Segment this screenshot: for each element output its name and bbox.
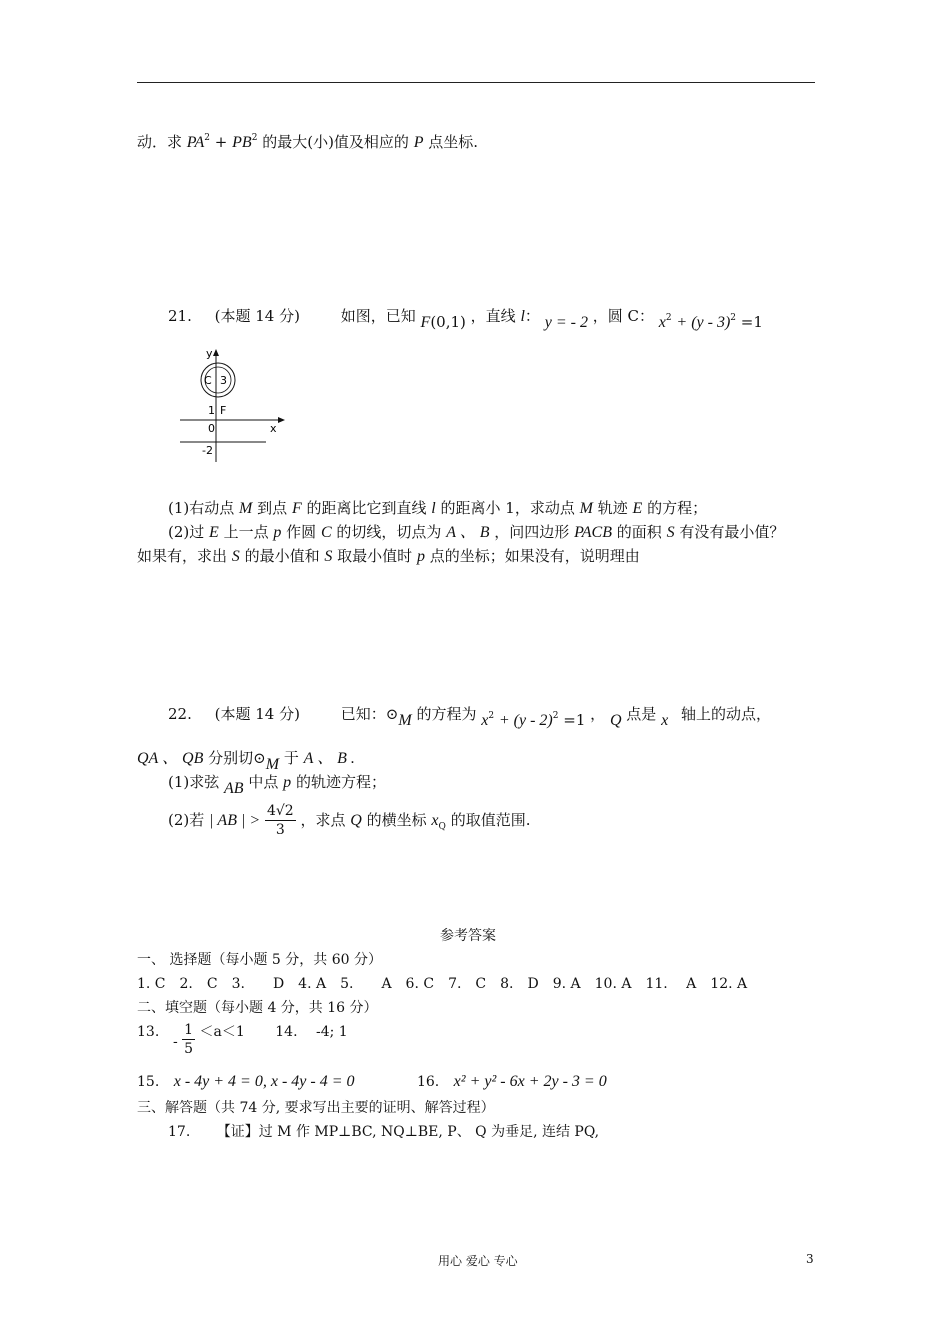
q22-p1-AB: AB	[224, 780, 244, 797]
q22-p2-a: (2)若	[168, 811, 205, 829]
q22-p1-p: p	[283, 774, 292, 791]
q20-sq1: 2	[204, 133, 211, 143]
q22-M: M	[398, 712, 412, 729]
q21-part2-line1	[168, 522, 784, 543]
coordinate-figure	[178, 344, 288, 464]
q20-sq2: 2	[251, 133, 258, 143]
q21-p1-d: 的距离小 1，求动点	[440, 499, 575, 517]
q22-frac-den: 3	[275, 822, 285, 838]
q22-p2-xQ: x	[431, 812, 439, 829]
q16-label: 16.	[416, 1074, 440, 1090]
q22-l2-qa-qb: QA 、 QB	[137, 750, 204, 767]
q15-expr: x - 4y + 4 = 0, x - 4y - 4 = 0	[173, 1073, 355, 1090]
figure-f-label: F	[220, 404, 227, 417]
q22-header	[168, 700, 771, 729]
q21-l: l	[520, 308, 525, 325]
q21-p1-l: l	[431, 500, 436, 517]
q21-p1-E: E	[632, 500, 643, 517]
answers-q15-q16	[137, 1072, 607, 1092]
q20-p: P	[413, 134, 424, 151]
q20-expr-pb: PB	[232, 134, 252, 151]
q22-line2	[137, 748, 355, 773]
q22-x: x	[661, 712, 669, 729]
q21-part2-line2	[137, 546, 640, 567]
figure-three: 3	[220, 374, 227, 387]
q22-sq1: 2	[488, 711, 495, 721]
q21-intro: 如图，已知	[340, 307, 416, 325]
figure-x-label: x	[270, 422, 277, 435]
q22-comma: ，	[590, 705, 606, 723]
q20-mid: 的最大(小)值及相应的	[262, 133, 409, 151]
figure-one: 1	[208, 404, 215, 417]
q21-p2-l2-a: 如果有，求出	[137, 547, 228, 565]
q22-p1-a: (1)求弦	[168, 773, 220, 791]
q21-part1	[168, 498, 707, 519]
q13-den: 5	[184, 1041, 194, 1057]
q16-expr: x² + y² - 6x + 2y - 3 = 0	[453, 1073, 607, 1090]
q21-p2-S2: S	[231, 548, 240, 565]
q22-l2-M: M	[265, 756, 280, 773]
q21-circle-eq1: =1	[736, 313, 763, 331]
q22-eq-x: x	[481, 712, 489, 729]
q13-fraction	[182, 1022, 195, 1058]
figure-y-arrow	[213, 349, 219, 356]
q22-l2-AB: A 、 B .	[303, 750, 355, 767]
q21-p1-c: 的距离比它到直线	[306, 499, 427, 517]
q21-p2-f: 的面积	[616, 523, 662, 541]
q20-plus: +	[214, 133, 228, 151]
q21-p2-PACB: PACB	[574, 524, 612, 541]
q21-p2-a: (2)过	[168, 523, 205, 541]
figure-neg-two: -2	[202, 444, 213, 457]
q21-p2-S3: S	[324, 548, 333, 565]
q21-circle-text: ，圆 C：	[592, 307, 654, 325]
q20-post: 点坐标.	[428, 133, 479, 151]
q21-p2-p2: p	[416, 548, 425, 565]
q20-expr-pa: PA	[186, 134, 205, 151]
answers-sec1-list: 1. C 2. C 3. D 4. A 5. A 6. C 7. C 8. D 9. A 10. A 11. A 12. A	[137, 976, 748, 992]
answers-sec3: 三、解答题（共 74 分, 要求写出主要的证明、解答过程）	[137, 1100, 495, 1116]
header-rule	[137, 82, 815, 83]
q21-p2-b: 上一点	[223, 523, 269, 541]
figure-zero: 0	[208, 422, 215, 435]
q21-circle-x: x	[658, 314, 666, 331]
q22-p2-b: ，求点	[300, 811, 346, 829]
q21-p2-c: 作圆	[286, 523, 317, 541]
q21-p2-l2-c: 取最小值时	[337, 547, 413, 565]
q21-p2-l2-d: 点的坐标；如果没有，说明理由	[429, 547, 640, 565]
answers-sec1: 一、 选择题（每小题 5 分，共 60 分）	[137, 952, 382, 968]
q21-circle-y: + (y - 3)	[676, 314, 731, 331]
q22-sq2: 2	[552, 711, 559, 721]
q22-l2-b: 分别切⊙	[208, 749, 266, 767]
q21-p1-a: (1)右动点	[168, 499, 235, 517]
q17-label: 17.	[168, 1124, 191, 1140]
q22-axis-text: 轴上的动点，	[680, 705, 771, 723]
answers-q13-q14	[137, 1022, 348, 1058]
q21-p1-b: 到点	[257, 499, 288, 517]
q17-text: 【证】过 M 作 MP⊥BC, NQ⊥BE, P、 Q 为垂足, 连结 PQ,	[216, 1124, 600, 1140]
q22-part1	[168, 772, 386, 797]
q22-p1-c: 的轨迹方程；	[295, 773, 386, 791]
q21-p1-F: F	[291, 500, 302, 517]
q21-line-eq: y = - 2	[544, 314, 588, 331]
q22-eq-1: =1	[558, 711, 586, 729]
q21-F: F	[420, 314, 431, 331]
q21-p2-AB: A 、 B	[446, 524, 490, 541]
q22-p2-c: 的横坐标	[366, 811, 427, 829]
q20-pre: 动．求	[137, 133, 183, 151]
q22-number: 22.	[168, 705, 192, 723]
q22-intro: 已知：⊙	[340, 705, 399, 723]
q21-p2-g: 有没有最小值？	[679, 523, 785, 541]
q21-colon: ：	[524, 307, 540, 325]
q22-p2-xQ-sub: Q	[438, 822, 446, 832]
q22-p2-Q: Q	[350, 812, 362, 829]
q21-header	[168, 302, 763, 331]
footer-center: 用心 爱心 专心	[438, 1254, 518, 1268]
figure-x-arrow	[278, 417, 285, 423]
q22-score: (本题 14 分)	[214, 705, 300, 723]
q22-part2	[168, 800, 530, 844]
figure-c-label: C	[204, 374, 212, 387]
q22-l2-c: 于	[283, 749, 299, 767]
q22-p2-d: 的取值范围.	[450, 811, 531, 829]
q21-F-coord: (0,1)	[430, 313, 466, 331]
q21-p2-E: E	[209, 524, 219, 541]
q21-p1-e: 轨迹	[597, 499, 628, 517]
q20-tail	[137, 128, 478, 153]
q21-p1-M2: M	[579, 500, 593, 517]
q21-p2-e: ，问四边形	[494, 523, 570, 541]
q22-p1-b: 中点	[248, 773, 279, 791]
q21-line-text: ，直线	[470, 307, 516, 325]
q15-label: 15.	[137, 1074, 160, 1090]
footer-page-number: 3	[806, 1252, 814, 1266]
q13-rest: ＜a＜1	[199, 1024, 245, 1040]
q22-frac-num: 4√2	[266, 803, 294, 819]
q21-circle-sq1: 2	[665, 313, 672, 323]
answers-title: 参考答案	[440, 928, 496, 944]
answers-q17	[168, 1122, 599, 1142]
q21-p2-d: 的切线，切点为	[336, 523, 442, 541]
q21-p2-p: p	[273, 524, 282, 541]
q13-label: 13.	[137, 1024, 160, 1040]
q21-number: 21.	[168, 307, 192, 325]
answers-sec2: 二、填空题（每小题 4 分，共 16 分）	[137, 1000, 378, 1016]
q22-p2-abs: | AB | >	[209, 812, 261, 829]
q22-q-text: 点是	[626, 705, 657, 723]
q21-p2-S: S	[666, 524, 675, 541]
q13-minus: -	[172, 1034, 178, 1050]
q21-p1-M: M	[239, 500, 253, 517]
q22-fraction	[265, 803, 296, 839]
q21-circle-sq2: 2	[730, 313, 737, 323]
q21-p1-f: 的方程；	[647, 499, 708, 517]
q14-answer: 14. -4; 1	[275, 1024, 348, 1040]
q22-eq-text: 的方程为	[416, 705, 477, 723]
q21-score: (本题 14 分)	[214, 307, 300, 325]
figure-y-label: y	[206, 347, 213, 360]
q22-eq-y: + (y - 2)	[498, 712, 553, 729]
q21-p2-C: C	[320, 524, 332, 541]
q22-Q: Q	[609, 712, 622, 729]
q13-num: 1	[184, 1022, 194, 1038]
q21-p2-l2-b: 的最小值和	[244, 547, 320, 565]
